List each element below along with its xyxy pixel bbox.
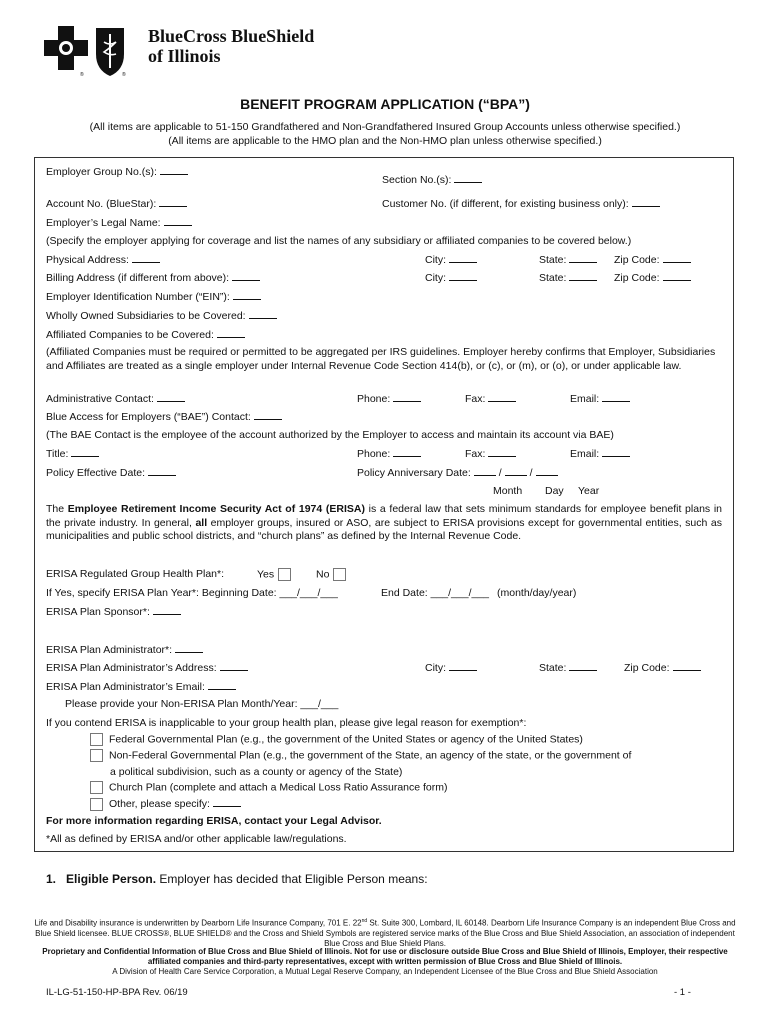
month-label: Month — [493, 485, 523, 497]
admin-phone-field[interactable]: Phone: — [357, 392, 421, 405]
plan-administrator-field[interactable]: ERISA Plan Administrator*: — [46, 643, 203, 656]
exemption-other[interactable]: Other, please specify: — [90, 797, 241, 811]
no-checkbox[interactable] — [333, 568, 346, 581]
exemption-church[interactable]: Church Plan (complete and attach a Medical Loss Ratio Assurance form) — [90, 781, 448, 794]
policy-anniversary-field[interactable]: Policy Anniversary Date: / / — [357, 466, 558, 479]
plan-year-end-field[interactable]: End Date: ___/___/___ — [381, 587, 490, 599]
admin-email-field-erisa[interactable]: ERISA Plan Administrator’s Email: — [46, 680, 236, 693]
admin-city-field[interactable]: City: — [425, 661, 477, 674]
erisa-intro: The Employee Retirement Income Security Act of 1974 (ERISA) is a federal law that sets minimum standards for employee benefit plans in the private industry. In general, all employer groups, insured or ASO, are subject to ERISA provisions except for governmental entities, such as municipalities and public school districts, and “church plans” as defined by the Internal Revenue Code. — [46, 503, 722, 542]
date-format-hint: (month/day/year) — [497, 587, 577, 599]
policy-effective-field[interactable]: Policy Effective Date: — [46, 466, 176, 479]
page-title: BENEFIT PROGRAM APPLICATION (“BPA”) — [240, 96, 530, 112]
specify-note: (Specify the employer applying for coverage and list the names of any subsidiary or affiliated companies to be covered below.) — [46, 235, 632, 247]
yes-checkbox[interactable] — [278, 568, 291, 581]
footer-division: A Division of Health Care Service Corporation, a Mutual Legal Reserve Company, an Independent Licensee of the Blue Cross and Blue Shield Association — [112, 967, 658, 976]
year-label: Year — [578, 485, 600, 497]
admin-contact-field[interactable]: Administrative Contact: — [46, 392, 185, 405]
legal-name-field[interactable]: Employer’s Legal Name: — [46, 216, 192, 229]
bae-contact-field[interactable]: Blue Access for Employers (“BAE”) Contact: — [46, 410, 282, 423]
bae-phone-field[interactable]: Phone: — [357, 447, 421, 460]
contend-label: If you contend ERISA is inapplicable to your group health plan, please give legal reason for exemption*: — [46, 717, 527, 729]
non-erisa-field[interactable]: Please provide your Non-ERISA Plan Month/Year: ___/___ — [65, 698, 339, 710]
bae-fax-field[interactable]: Fax: — [465, 447, 516, 460]
erisa-regulated-label: ERISA Regulated Group Health Plan*: — [46, 568, 225, 580]
employer-group-field[interactable]: Employer Group No.(s): — [46, 165, 188, 178]
svg-text:®: ® — [80, 72, 84, 78]
admin-address-field[interactable]: ERISA Plan Administrator’s Address: — [46, 661, 248, 674]
affiliated-field[interactable]: Affiliated Companies to be Covered: — [46, 328, 245, 341]
bae-note: (The BAE Contact is the employee of the account authorized by the Employer to access and maintain its account via BAE) — [46, 429, 614, 441]
physical-address-field[interactable]: Physical Address: — [46, 253, 160, 266]
exemption-non-federal[interactable]: Non-Federal Governmental Plan (e.g., the government of the State, an agency of the state, or the government of — [90, 749, 631, 762]
section-no-field[interactable]: Section No.(s): — [382, 173, 482, 186]
non-federal-checkbox[interactable] — [90, 749, 103, 762]
more-info-note: For more information regarding ERISA, contact your Legal Advisor. — [46, 815, 382, 827]
page-number: - 1 - — [674, 987, 691, 998]
form-id: IL-LG-51-150-HP-BPA Rev. 06/19 — [46, 987, 188, 998]
section-eligible-person: 1. Eligible Person. Employer has decided that Eligible Person means: — [46, 872, 428, 886]
physical-zip-field[interactable]: Zip Code: — [614, 253, 691, 266]
brand-name-state: of Illinois — [148, 46, 221, 66]
admin-zip-field[interactable]: Zip Code: — [624, 661, 701, 674]
wholly-owned-field[interactable]: Wholly Owned Subsidiaries to be Covered: — [46, 309, 277, 322]
billing-city-field[interactable]: City: — [425, 271, 477, 284]
other-checkbox[interactable] — [90, 798, 103, 811]
church-checkbox[interactable] — [90, 781, 103, 794]
affiliated-note: (Affiliated Companies must be required or permitted to be aggregated per IRS guidelines. Employer hereby confirms that Employer, Subsidiaries and Affiliates are treated as a single employer under Internal Revenue Code Section 414(b), or (c), or (m), or (o), or under applicable law. — [46, 346, 716, 372]
footer-confidential: Proprietary and Confidential Information of Blue Cross and Blue Shield of Illinois. Not for use or disclosure outside Blue Cross and Blue Shield of Illinois, Employer, their respective affiliated companies and third-party representatives, except with written permission of Blue Cross and Blue Shield of Illinois. — [42, 947, 728, 966]
title-field[interactable]: Title: — [46, 447, 99, 460]
bcbs-logo — [44, 22, 140, 78]
exemption-federal[interactable]: Federal Governmental Plan (e.g., the government of the United States or agency of the United States) — [90, 733, 583, 746]
physical-state-field[interactable]: State: — [539, 253, 597, 266]
billing-state-field[interactable]: State: — [539, 271, 597, 284]
billing-address-field[interactable]: Billing Address (if different from above): — [46, 271, 260, 284]
footer-underwriting: Life and Disability insurance is underwritten by Dearborn Life Insurance Company, 701 E. 22nd St. Suite 300, Lombard, IL 60148. Dearborn Life Insurance Company is an independent Blue Cross and Blue Shield licensee. BLUE CROSS®, BLUE SHIELD® and the Cross and Shield Symbols are registered service marks of the Blue Cross and Blue Shield Association, an association of independent Blue Cross and Blue Shield Plans. — [34, 918, 736, 948]
customer-no-field[interactable]: Customer No. (if different, for existing business only): — [382, 197, 660, 210]
erisa-yes-option[interactable]: Yes — [257, 568, 291, 581]
plan-year-begin-field[interactable]: If Yes, specify ERISA Plan Year*: Beginning Date: ___/___/___ — [46, 587, 338, 599]
ein-field[interactable]: Employer Identification Number (“EIN”): — [46, 290, 261, 303]
account-no-field[interactable]: Account No. (BlueStar): — [46, 197, 187, 210]
bae-email-field[interactable]: Email: — [570, 447, 630, 460]
admin-email-field[interactable]: Email: — [570, 392, 630, 405]
svg-text:®: ® — [122, 72, 126, 78]
subtitle-groups: (All items are applicable to 51-150 Grandfathered and Non-Grandfathered Insured Group Accounts unless otherwise specified.) — [89, 121, 681, 133]
plan-sponsor-field[interactable]: ERISA Plan Sponsor*: — [46, 605, 181, 618]
exemption-non-federal-cont: a political subdivision, such as a county or agency of the State) — [110, 766, 403, 778]
subtitle-plans: (All items are applicable to the HMO plan and the Non-HMO plan unless otherwise specified.) — [168, 135, 602, 147]
admin-fax-field[interactable]: Fax: — [465, 392, 516, 405]
brand-name: BlueCross BlueShield — [148, 26, 315, 46]
physical-city-field[interactable]: City: — [425, 253, 477, 266]
federal-checkbox[interactable] — [90, 733, 103, 746]
admin-state-field[interactable]: State: — [539, 661, 597, 674]
billing-zip-field[interactable]: Zip Code: — [614, 271, 691, 284]
day-label: Day — [545, 485, 564, 497]
erisa-defined-note: *All as defined by ERISA and/or other applicable law/regulations. — [46, 833, 347, 845]
erisa-no-option[interactable]: No — [316, 568, 346, 581]
